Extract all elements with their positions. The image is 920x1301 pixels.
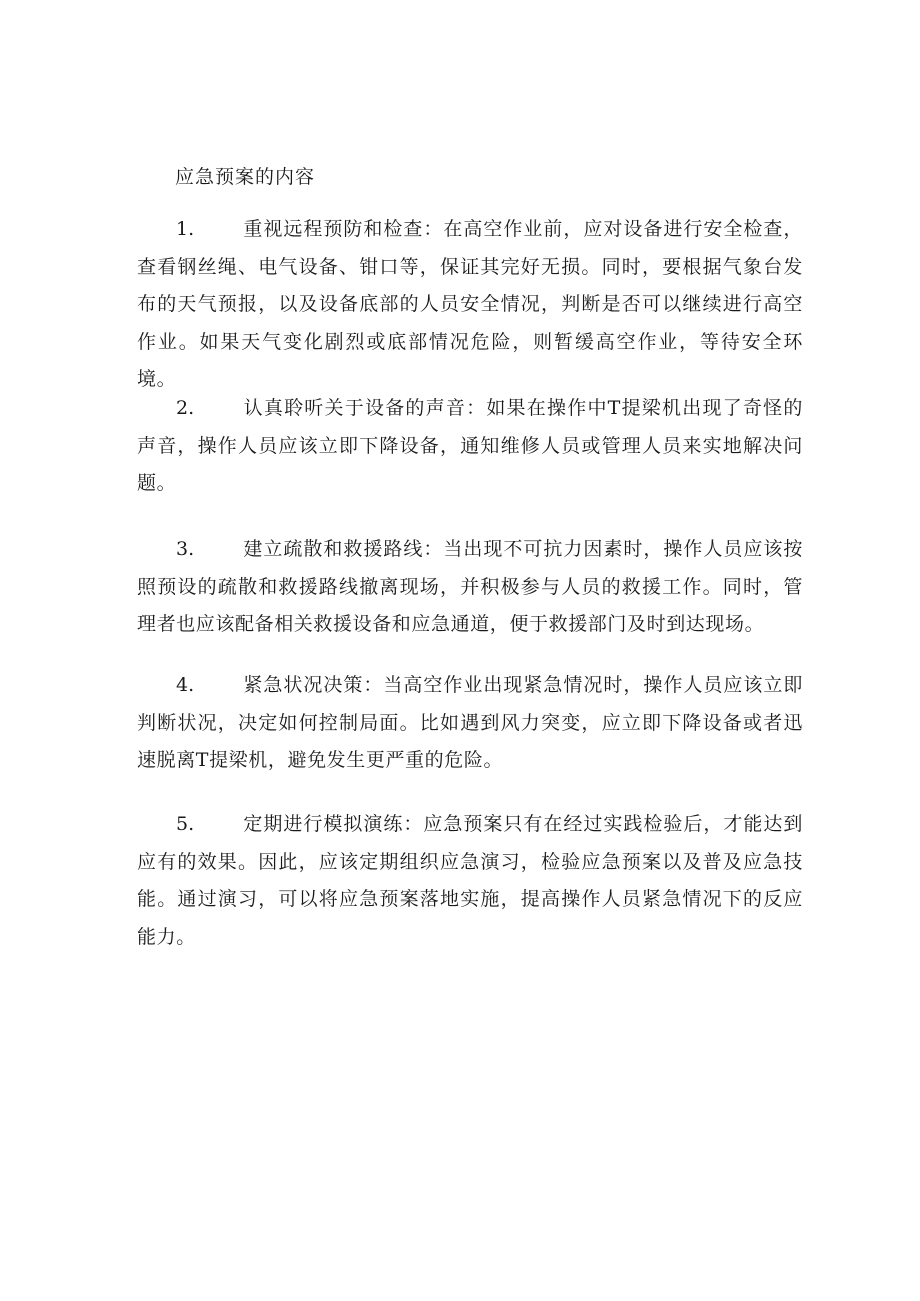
document-heading: 应急预案的内容 — [175, 166, 316, 188]
list-item-text: 定期进行模拟演练：应急预案只有在经过实践检验后，才能达到应有的效果。因此，应该定期组织应急演习，检验应急预案以及普及应急技能。通过演习，可以将应急预案落地实施，提高操作人员紧急情况下的反应能力。 — [137, 813, 803, 948]
list-item-text: 建立疏散和救援路线：当出现不可抗力因素时，操作人员应该按照预设的疏散和救援路线撤离现场，并积极参与人员的救援工作。同时，管理者也应该配备相关救援设备和应急通道，便于救援部门及时到达现场。 — [137, 538, 803, 635]
list-item — [137, 211, 803, 399]
list-item-number: 4. — [176, 674, 195, 696]
list-item — [137, 667, 803, 780]
list-item-text: 紧急状况决策：当高空作业出现紧急情况时，操作人员应该立即判断状况，决定如何控制局面。比如遇到风力突变，应立即下降设备或者迅速脱离T提梁机，避免发生更严重的危险。 — [137, 674, 803, 771]
list-item — [137, 390, 803, 503]
list-item-number: 2. — [176, 397, 195, 419]
list-item-number: 1. — [176, 218, 195, 240]
list-item-number: 5. — [176, 813, 195, 835]
list-item — [137, 531, 803, 644]
list-item-number: 3. — [176, 538, 195, 560]
list-item — [137, 806, 803, 956]
list-item-text: 重视远程预防和检查：在高空作业前，应对设备进行安全检查，查看钢丝绳、电气设备、钳口等，保证其完好无损。同时，要根据气象台发布的天气预报，以及设备底部的人员安全情况，判断是否可以继续进行高空作业。如果天气变化剧烈或底部情况危险，则暂缓高空作业，等待安全环境。 — [137, 218, 803, 390]
list-item-text: 认真聆听关于设备的声音：如果在操作中T提梁机出现了奇怪的声音，操作人员应该立即下降设备，通知维修人员或管理人员来实地解决问题。 — [137, 397, 803, 494]
